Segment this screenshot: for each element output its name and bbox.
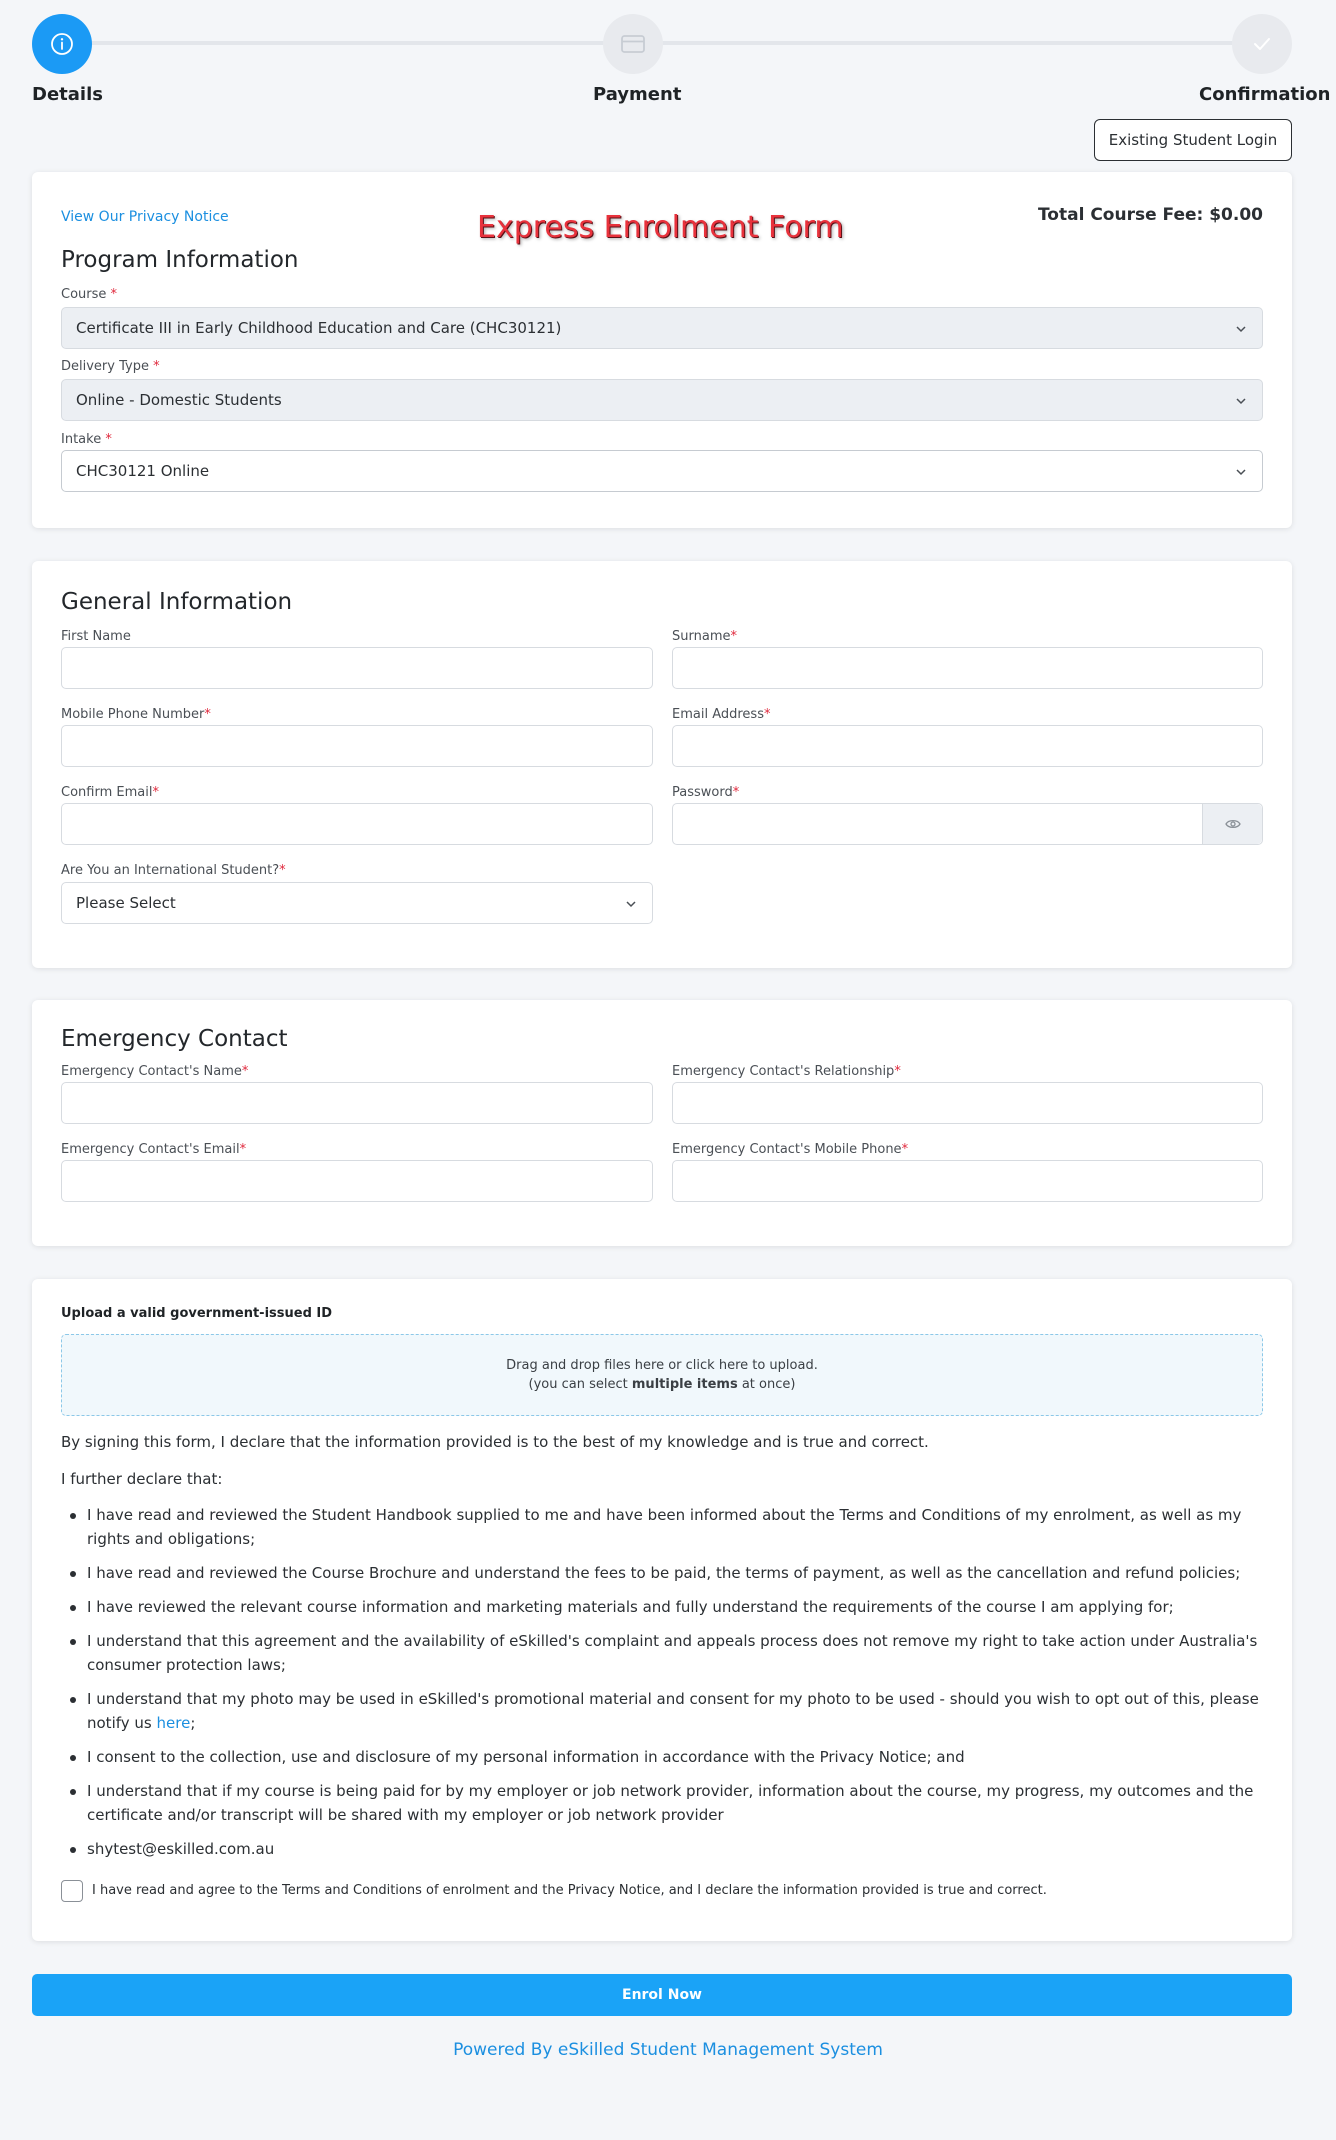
emergency-mobile-input[interactable] bbox=[672, 1160, 1263, 1202]
check-icon bbox=[1252, 36, 1272, 52]
step-confirmation-label: Confirmation bbox=[1199, 84, 1331, 105]
list-item: I have read and reviewed the Course Brochure and understand the fees to be paid, the terms of payment, as well as the cancellation and refund policies; bbox=[61, 1561, 1261, 1585]
delivery-type-label: Delivery Type * bbox=[61, 359, 160, 374]
list-item: shytest@eskilled.com.au bbox=[61, 1837, 1261, 1861]
enrol-now-button[interactable]: Enrol Now bbox=[32, 1974, 1292, 2016]
course-select-value: Certificate III in Early Childhood Education and Care (CHC30121) bbox=[76, 319, 562, 337]
delivery-type-value: Online - Domestic Students bbox=[76, 391, 282, 409]
step-payment-circle[interactable] bbox=[603, 14, 663, 74]
agree-terms-checkbox[interactable] bbox=[61, 1880, 83, 1902]
info-icon bbox=[50, 32, 74, 56]
privacy-notice-link[interactable]: View Our Privacy Notice bbox=[61, 209, 229, 225]
step-confirmation-circle[interactable] bbox=[1232, 14, 1292, 74]
intake-select[interactable] bbox=[61, 450, 1263, 492]
file-dropzone[interactable] bbox=[61, 1334, 1263, 1416]
program-information-card bbox=[32, 172, 1292, 528]
existing-student-login-button[interactable]: Existing Student Login bbox=[1094, 119, 1292, 161]
powered-by-footer: Powered By eSkilled Student Management System bbox=[453, 2040, 883, 2060]
step-connector bbox=[662, 41, 1234, 45]
password-input[interactable] bbox=[672, 803, 1263, 845]
international-student-value: Please Select bbox=[76, 894, 176, 912]
dropzone-instruction: Drag and drop files here or click here to upload. bbox=[506, 1358, 818, 1373]
eye-icon bbox=[1225, 818, 1241, 830]
mobile-phone-label: Mobile Phone Number* bbox=[61, 707, 211, 722]
step-details-label: Details bbox=[32, 84, 103, 105]
upload-title: Upload a valid government-issued ID bbox=[61, 1306, 333, 1321]
emergency-name-label: Emergency Contact's Name* bbox=[61, 1064, 249, 1079]
delivery-type-select[interactable] bbox=[61, 379, 1263, 421]
emergency-relationship-input[interactable] bbox=[672, 1082, 1263, 1124]
section-title-program: Program Information bbox=[61, 247, 299, 273]
step-details-circle[interactable] bbox=[32, 14, 92, 74]
password-label: Password* bbox=[672, 785, 740, 800]
first-name-label: First Name bbox=[61, 629, 131, 644]
international-student-select[interactable] bbox=[61, 882, 653, 924]
section-title-emergency: Emergency Contact bbox=[61, 1026, 288, 1052]
opt-out-here-link[interactable]: here bbox=[156, 1714, 191, 1732]
progress-stepper bbox=[0, 0, 1336, 120]
declaration-further: I further declare that: bbox=[61, 1470, 223, 1488]
emergency-email-label: Emergency Contact's Email* bbox=[61, 1142, 247, 1157]
declaration-list bbox=[61, 1503, 1261, 1871]
international-student-label: Are You an International Student?* bbox=[61, 863, 286, 878]
agree-terms-label: I have read and agree to the Terms and Conditions of enrolment and the Privacy Notice, and I declare the information provided is true and correct. bbox=[92, 1883, 1047, 1898]
step-connector bbox=[92, 41, 604, 45]
chevron-down-icon bbox=[1234, 465, 1248, 479]
emergency-contact-card bbox=[32, 1000, 1292, 1246]
intake-value: CHC30121 Online bbox=[76, 462, 210, 480]
list-item: I understand that if my course is being paid for by my employer or job network provider, information about the course, my progress, my outcomes and the certificate and/or transcript will be shared with my employer or job network provider bbox=[61, 1779, 1261, 1827]
chevron-down-icon bbox=[1234, 394, 1248, 408]
mobile-phone-input[interactable] bbox=[61, 725, 653, 767]
intake-label: Intake * bbox=[61, 432, 112, 447]
toggle-password-visibility[interactable] bbox=[1202, 804, 1262, 844]
chevron-down-icon bbox=[624, 897, 638, 911]
total-course-fee: Total Course Fee: $0.00 bbox=[1037, 205, 1263, 225]
course-select[interactable] bbox=[61, 307, 1263, 349]
first-name-input[interactable] bbox=[61, 647, 653, 689]
emergency-relationship-label: Emergency Contact's Relationship* bbox=[672, 1064, 901, 1079]
email-input[interactable] bbox=[672, 725, 1263, 767]
emergency-mobile-label: Emergency Contact's Mobile Phone* bbox=[672, 1142, 909, 1157]
chevron-down-icon bbox=[1234, 322, 1248, 336]
dropzone-hint: (you can select multiple items at once) bbox=[528, 1377, 796, 1392]
declaration-intro: By signing this form, I declare that the information provided is to the best of my knowledge and is true and correct. bbox=[61, 1433, 929, 1451]
list-item: I consent to the collection, use and disclosure of my personal information in accordance with the Privacy Notice; and bbox=[61, 1745, 1261, 1769]
upload-declaration-card bbox=[32, 1279, 1292, 1941]
emergency-email-input[interactable] bbox=[61, 1160, 653, 1202]
list-item: I understand that my photo may be used in eSkilled's promotional material and consent for my photo to be used - should you wish to opt out of this, please notify us here; bbox=[61, 1687, 1261, 1735]
course-label: Course * bbox=[61, 287, 118, 302]
email-label: Email Address* bbox=[672, 707, 771, 722]
confirm-email-input[interactable] bbox=[61, 803, 653, 845]
surname-input[interactable] bbox=[672, 647, 1263, 689]
confirm-email-label: Confirm Email* bbox=[61, 785, 159, 800]
emergency-name-input[interactable] bbox=[61, 1082, 653, 1124]
general-information-card bbox=[32, 561, 1292, 968]
step-payment-label: Payment bbox=[593, 84, 682, 105]
form-title: Express Enrolment Form bbox=[477, 210, 844, 245]
list-item: I have read and reviewed the Student Handbook supplied to me and have been informed about the Terms and Conditions of my enrolment, as well as my rights and obligations; bbox=[61, 1503, 1261, 1551]
list-item: I have reviewed the relevant course information and marketing materials and fully understand the requirements of the course I am applying for; bbox=[61, 1595, 1261, 1619]
surname-label: Surname* bbox=[672, 629, 737, 644]
list-item: I understand that this agreement and the availability of eSkilled's complaint and appeals process does not remove my right to take action under Australia's consumer protection laws; bbox=[61, 1629, 1261, 1677]
card-icon bbox=[620, 34, 646, 54]
section-title-general: General Information bbox=[61, 589, 293, 615]
